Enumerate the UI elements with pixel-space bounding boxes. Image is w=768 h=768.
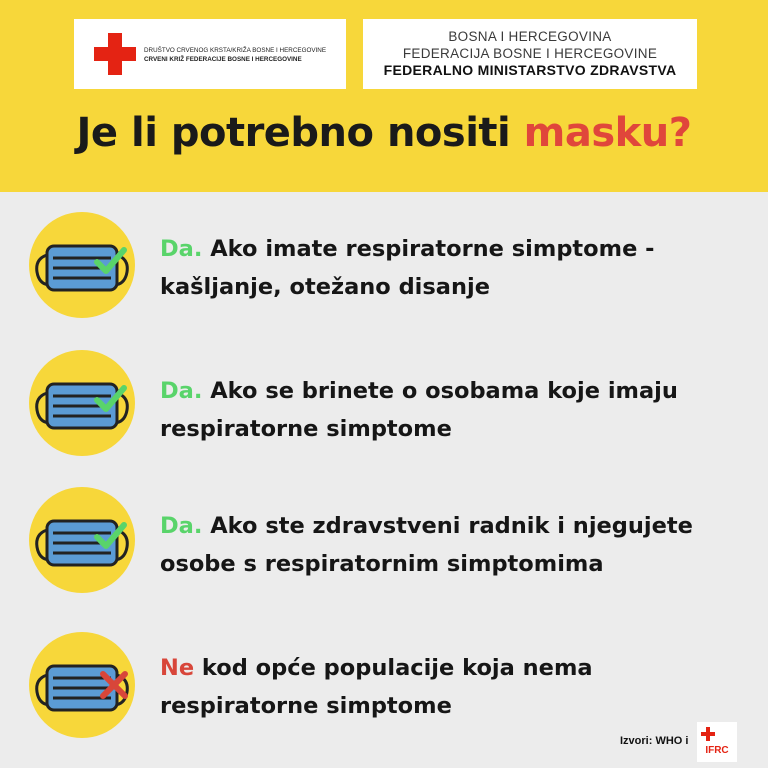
item-text xyxy=(160,507,740,583)
face-mask-check-icon xyxy=(29,487,135,593)
title-accent: masku? xyxy=(523,110,692,156)
title-main: Je li potrebno nositi xyxy=(76,110,524,156)
list-item xyxy=(0,350,768,460)
red-cross-logo-line1: DRUŠTVO CRVENOG KRSTA/KRIŽA BOSNE I HERCEGOVINE xyxy=(144,47,327,54)
ministry-logo xyxy=(363,19,697,89)
red-cross-icon xyxy=(94,33,136,75)
ministry-logo-line2: FEDERACIJA BOSNE I HERCEGOVINE xyxy=(402,46,658,61)
red-cross-logo xyxy=(74,19,346,89)
answer-yes: Da. xyxy=(160,236,203,262)
mask-circle xyxy=(29,350,135,456)
list-item xyxy=(0,487,768,597)
page-title xyxy=(0,110,768,156)
mask-circle xyxy=(29,487,135,593)
face-mask-check-icon xyxy=(29,212,135,318)
face-mask-check-icon xyxy=(29,350,135,456)
ministry-logo-line3: FEDERALNO MINISTARSTVO ZDRAVSTVA xyxy=(383,62,677,78)
ifrc-logo xyxy=(697,722,737,762)
item-description: Ako se brinete o osobama koje imaju respiratorne simptome xyxy=(160,378,678,442)
list-item xyxy=(0,212,768,322)
ministry-logo-line1: BOSNA I HERCEGOVINA xyxy=(448,29,612,44)
ifrc-label: IFRC xyxy=(705,745,729,756)
item-text xyxy=(160,372,740,448)
header-banner xyxy=(0,0,768,192)
sources-text: Izvori: WHO i xyxy=(620,735,689,747)
red-cross-logo-text xyxy=(144,46,326,64)
item-text xyxy=(160,649,740,725)
answer-yes: Da. xyxy=(160,513,203,539)
list-item xyxy=(0,632,768,742)
red-cross-crescent-icon xyxy=(697,722,737,746)
answer-yes: Da. xyxy=(160,378,203,404)
item-description: Ako ste zdravstveni radnik i njegujete osobe s respiratornim simptomima xyxy=(160,513,693,577)
item-text xyxy=(160,230,740,306)
red-cross-logo-line2: CRVENI KRIŽ FEDERACIJE BOSNE I HERCEGOVINE xyxy=(144,56,302,63)
mask-circle xyxy=(29,632,135,738)
mask-circle xyxy=(29,212,135,318)
answer-no: Ne xyxy=(160,655,195,681)
item-description: Ako imate respiratorne simptome - kašljanje, otežano disanje xyxy=(160,236,655,300)
item-description: kod opće populacije koja nema respiratorne simptome xyxy=(160,655,593,719)
face-mask-cross-icon xyxy=(29,632,135,738)
